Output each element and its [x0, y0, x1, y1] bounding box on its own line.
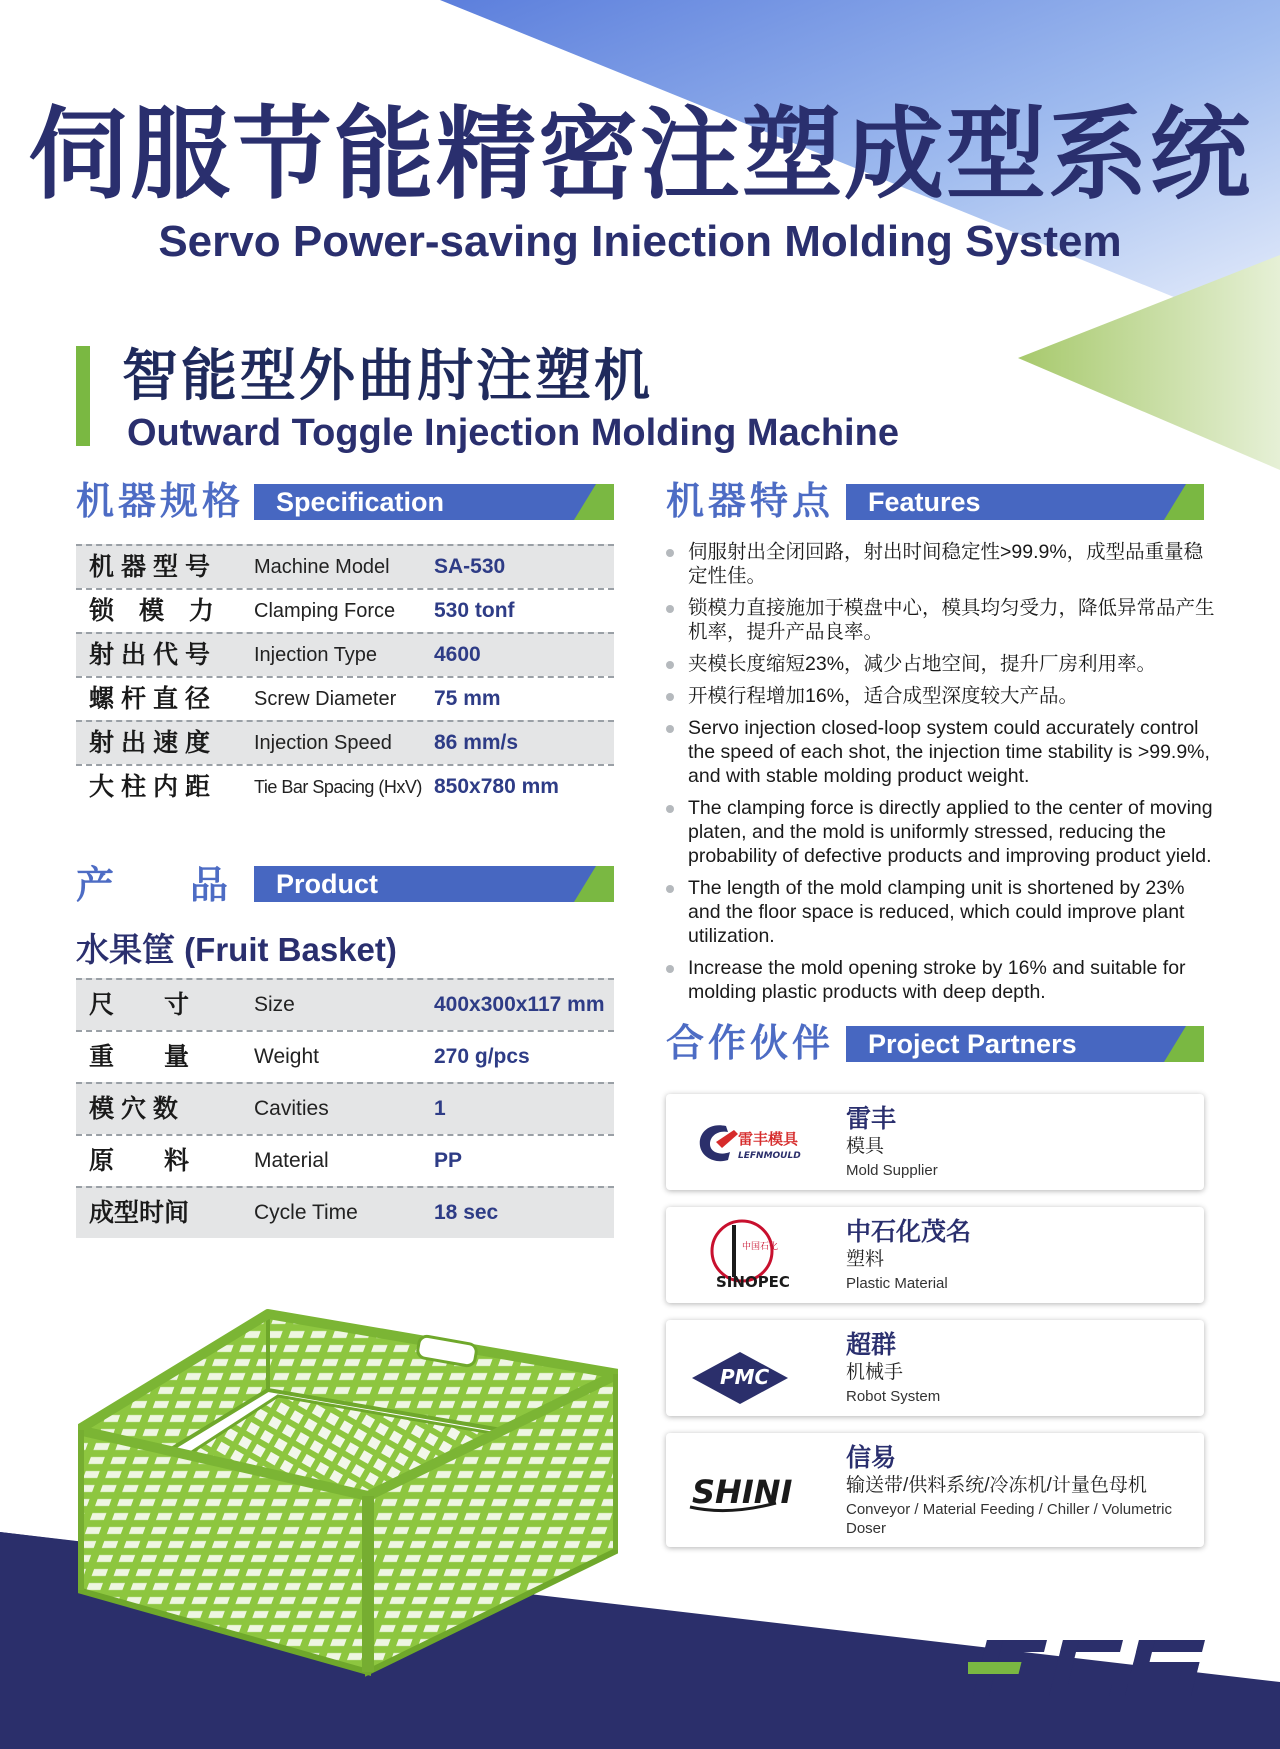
bullet-icon: [666, 661, 674, 669]
fcs-logo-icon: [968, 1636, 1208, 1700]
partners-heading-en: Project Partners: [868, 1029, 1077, 1059]
spec-value: 530 tonf: [434, 599, 515, 622]
feature-text: 夹模长度缩短23%，减少占地空间，提升厂房利用率。: [688, 653, 1157, 675]
spec-row: [76, 676, 614, 720]
subtitle-en: Outward Toggle Injection Molding Machine: [127, 412, 899, 454]
spec-label-en: Injection Type: [254, 644, 378, 666]
partner-name: 信易: [846, 1444, 897, 1472]
main-title-cn: 伺服节能精密注塑成型系统: [28, 99, 1252, 211]
feature-text: Increase the mold opening stroke by 16% and suitable for molding plastic products with deep depth.: [688, 957, 1186, 1003]
feature-item: [666, 876, 1216, 948]
product-label-cn: 模 穴 数: [89, 1095, 178, 1123]
feature-item: [666, 684, 1216, 708]
partner-category: 输送带/供料系统/冷冻机/计量色母机: [846, 1475, 1147, 1496]
partners-heading-cn: 合作伙伴: [666, 1023, 835, 1065]
product-row: [76, 978, 614, 1030]
partner-category-en: Plastic Material: [846, 1275, 948, 1292]
subtitle-cn: 智能型外曲肘注塑机: [122, 344, 653, 407]
product-heading-cn: 产 品: [76, 865, 229, 907]
partner-name: 雷丰: [846, 1105, 897, 1133]
feature-text: 开模行程增加16%，适合成型深度较大产品。: [688, 685, 1079, 707]
spec-label-en: Screw Diameter: [254, 688, 397, 710]
heading-green-tip: [574, 866, 614, 902]
spec-row: [76, 588, 614, 632]
bullet-icon: [666, 965, 674, 973]
specification-table: [76, 544, 614, 808]
features-heading-cn: 机器特点: [666, 481, 835, 523]
bullet-icon: [666, 693, 674, 701]
specification-heading-en: Specification: [276, 487, 445, 517]
feature-text: Servo injection closed-loop system could accurately control the speed of each shot, the injection time stability is >99.9%, and with stable molding product weight.: [688, 717, 1210, 787]
partner-category: 机械手: [846, 1362, 904, 1383]
spec-label-cn: 射出代号: [89, 641, 218, 669]
heading-green-tip: [1164, 484, 1204, 520]
feature-item: [666, 716, 1216, 788]
feature-item: [666, 956, 1216, 1004]
spec-row: [76, 544, 614, 588]
product-row: [76, 1134, 614, 1186]
feature-text: The clamping force is directly applied to the center of moving platen, and the mold is uniformly stressed, reducing the probability of defective products and improving product yield.: [688, 797, 1213, 867]
bullet-icon: [666, 885, 674, 893]
pmc-logo-icon: [686, 1330, 836, 1406]
partner-logo-en: LEFNMOULD: [738, 1151, 801, 1161]
spec-value: 4600: [434, 643, 481, 666]
spec-label-en: Tie Bar Spacing (HxV): [254, 777, 422, 797]
shini-logo-icon: [686, 1443, 836, 1529]
product-heading-en: Product: [276, 869, 379, 899]
spec-value: 75 mm: [434, 687, 501, 710]
partner-category: 塑料: [846, 1249, 885, 1270]
bullet-icon: [666, 549, 674, 557]
partner-logo-en: PMC: [720, 1365, 770, 1389]
spec-label-cn: 机器型号: [89, 553, 218, 581]
spec-label-en: Injection Speed: [254, 732, 392, 754]
product-label-cn: 尺 寸: [89, 991, 190, 1019]
spec-value: 850x780 mm: [434, 775, 559, 798]
product-label-cn: 成型时间: [89, 1199, 190, 1227]
partner-name: 中石化茂名: [846, 1218, 972, 1246]
spec-label-en: Machine Model: [254, 556, 390, 578]
feature-item: [666, 540, 1216, 588]
features-list: [666, 540, 1216, 1012]
features-heading-en: Features: [868, 487, 981, 517]
spec-value: SA-530: [434, 555, 506, 578]
partner-logo-en: SHINI: [692, 1473, 793, 1511]
lefnmould-logo-icon: [686, 1104, 836, 1180]
product-value: 1: [434, 1097, 446, 1120]
partner-logo-cn: 雷丰模具: [738, 1130, 799, 1148]
right-green-triangle: [1018, 255, 1280, 470]
partners-heading-band: [846, 1026, 1204, 1062]
heading-green-tip: [574, 484, 614, 520]
spec-label-en: Clamping Force: [254, 600, 396, 622]
spec-value: 86 mm/s: [434, 731, 519, 754]
spec-row: [76, 632, 614, 676]
product-value: 18 sec: [434, 1201, 499, 1224]
feature-item: [666, 596, 1216, 644]
feature-item: [666, 796, 1216, 868]
spec-row: [76, 720, 614, 764]
product-table: [76, 978, 614, 1238]
specification-heading-cn: 机器规格: [76, 481, 245, 523]
product-label-en: Cycle Time: [254, 1201, 358, 1224]
partner-category-en: Robot System: [846, 1388, 941, 1405]
feature-text: 伺服射出全闭回路，射出时间稳定性>99.9%，成型品重量稳定性佳。: [688, 541, 1204, 587]
partner-logo-cn: 中国石化: [742, 1242, 779, 1252]
partner-card: [666, 1207, 1204, 1303]
spec-label-cn: 射出速度: [89, 729, 218, 757]
product-value: 270 g/pcs: [434, 1045, 530, 1068]
subtitle-accent-bar: [76, 346, 90, 446]
features-heading-band: [846, 484, 1204, 520]
spec-row: [76, 764, 614, 808]
product-value: PP: [434, 1149, 463, 1172]
product-label-en: Material: [254, 1149, 329, 1172]
product-label-en: Weight: [254, 1045, 319, 1068]
spec-label-cn: 锁 模 力: [89, 597, 223, 625]
partner-logo-en: SINOPEC: [716, 1273, 790, 1291]
partner-category: 模具: [846, 1136, 885, 1157]
bullet-icon: [666, 605, 674, 613]
spec-label-cn: 大柱内距: [89, 773, 218, 801]
footer-brand: FCS: [968, 1636, 970, 1637]
product-label-en: Size: [254, 993, 295, 1016]
product-label-cn: 原 料: [89, 1147, 190, 1175]
product-name: 水果筐 (Fruit Basket): [76, 931, 397, 968]
spec-label-cn: 螺杆直径: [89, 685, 218, 713]
feature-text: 锁模力直接施加于模盘中心，模具均匀受力，降低异常品产生机率，提升产品良率。: [688, 597, 1215, 643]
feature-item: [666, 652, 1216, 676]
partner-card: [666, 1320, 1204, 1416]
product-heading-band: [254, 866, 614, 902]
fruit-basket-image: [78, 1300, 618, 1680]
main-title-en: Servo Power-saving Iniection Molding System: [158, 217, 1122, 266]
product-row: [76, 1082, 614, 1134]
bullet-icon: [666, 805, 674, 813]
bullet-icon: [666, 725, 674, 733]
partner-card: [666, 1094, 1204, 1190]
partner-name: 超群: [846, 1331, 897, 1359]
product-value: 400x300x117 mm: [434, 993, 605, 1016]
product-row: [76, 1186, 614, 1238]
product-label-cn: 重 量: [89, 1043, 190, 1071]
feature-text: The length of the mold clamping unit is shortened by 23% and the floor space is reduced, which could improve plant utilization.: [688, 877, 1185, 947]
product-label-en: Cavities: [254, 1097, 329, 1120]
sinopec-logo-icon: [686, 1217, 836, 1293]
partner-card: [666, 1433, 1204, 1547]
specification-heading-band: [254, 484, 614, 520]
partner-category-en: Conveyor / Material Feeding / Chiller / Volumetric Doser: [846, 1501, 1172, 1537]
heading-green-tip: [1164, 1026, 1204, 1062]
partner-category-en: Mold Supplier: [846, 1162, 938, 1179]
product-row: [76, 1030, 614, 1082]
